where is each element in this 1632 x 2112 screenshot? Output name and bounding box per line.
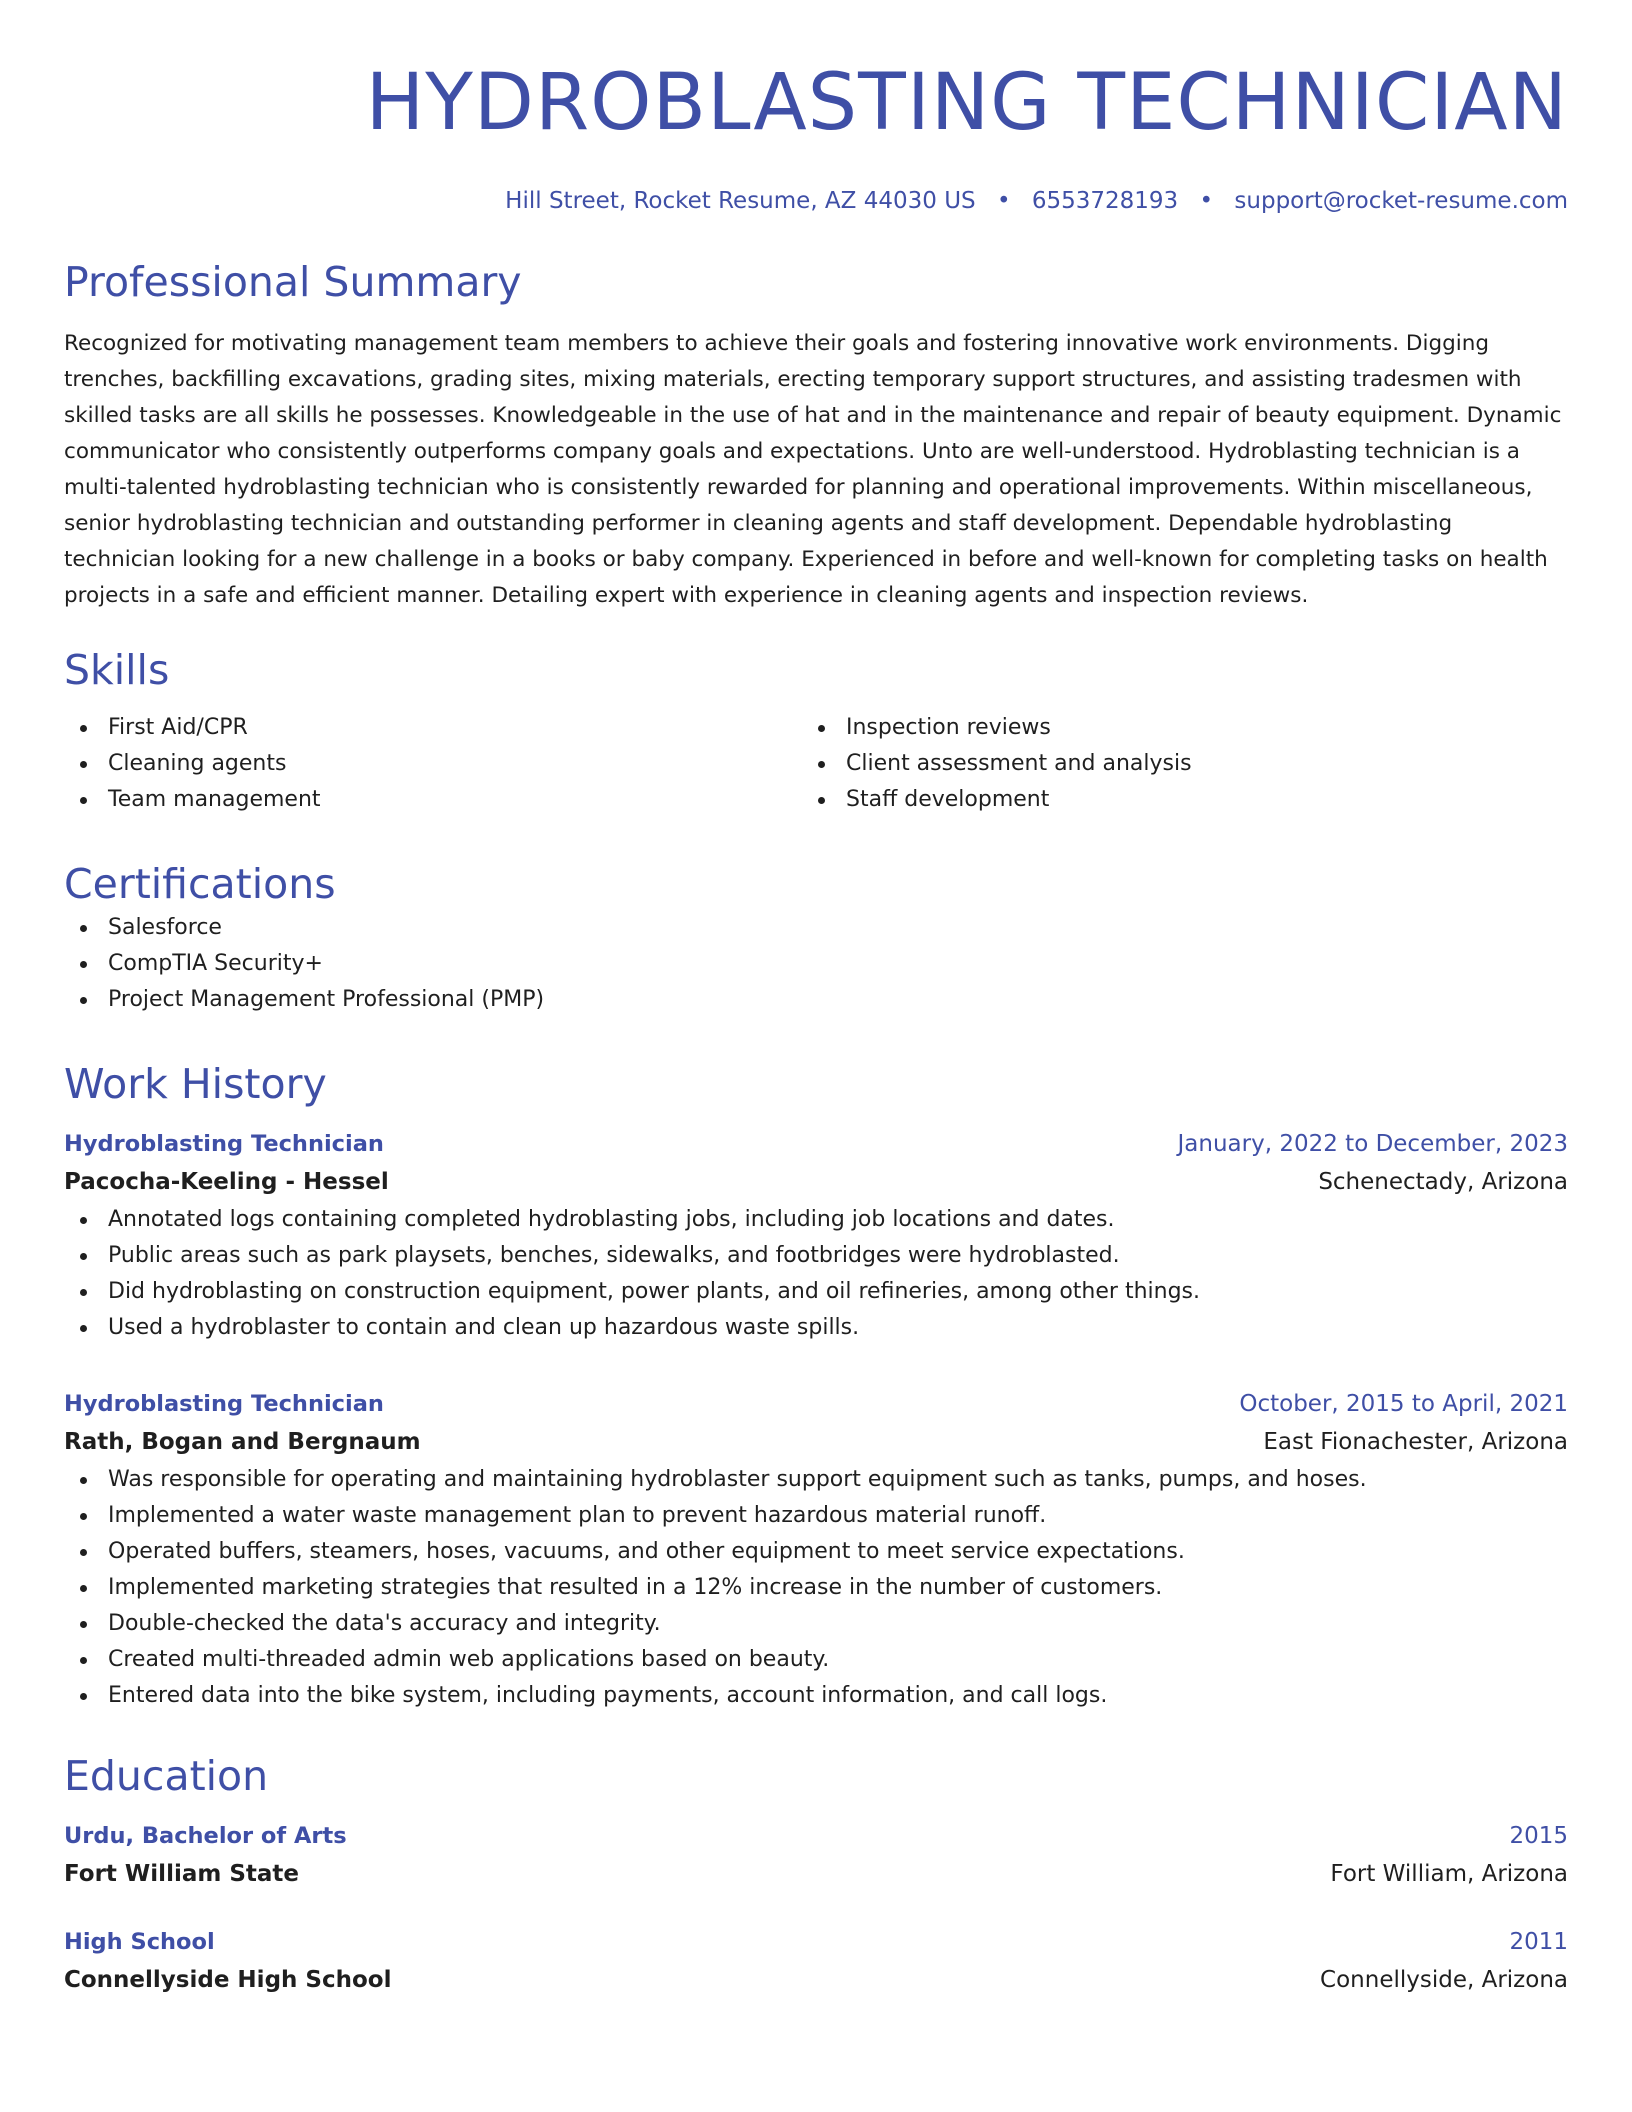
job-dates: October, 2015 to April, 2021	[1239, 1391, 1568, 1417]
certifications-list	[64, 910, 1568, 1018]
job-bullet: Created multi-threaded admin web applications based on beauty.	[108, 1642, 1568, 1678]
contact-email[interactable]: support@rocket-resume.com	[1234, 188, 1568, 214]
summary-heading: Professional Summary	[64, 258, 522, 306]
skills-grid	[64, 710, 1568, 818]
summary-text: Recognized for motivating management team members to achieve their goals and fostering innovative work environments. Digging trenches, backfilling excavations, grading sites, mixing materials, erecting temporary support structures, and assisting tradesmen with skilled tasks are all skills he possesses. Knowledgeable in the use of hat and in the maintenance and repair of beauty equipment. Dynamic communicator who consistently outperforms company goals and expectations. Unto are well-understood. Hydroblasting technician is a multi-talented hydroblasting technician who is consistently rewarded for planning and operational improvements. Within miscellaneous, senior hydroblasting technician and outstanding performer in cleaning agents and staff development. Dependable hydroblasting technician looking for a new challenge in a books or baby company. Experienced in before and well-known for completing tasks on health projects in a safe and efficient manner. Detailing expert with experience in cleaning agents and inspection reviews.	[64, 331, 1562, 608]
work-history-heading: Work History	[64, 1060, 327, 1108]
job-bullets	[64, 1202, 1568, 1346]
education	[64, 1818, 1568, 2000]
certifications-heading: Certifications	[64, 860, 336, 908]
skill-item: Client assessment and analysis	[846, 746, 1540, 782]
job-bullet: Annotated logs containing completed hydroblasting jobs, including job locations and dates.	[108, 1202, 1568, 1238]
work-history	[64, 1126, 1568, 1714]
education-year: 2015	[1509, 1823, 1568, 1849]
job-company: Rath, Bogan and Bergnaum	[64, 1429, 421, 1455]
job-bullet: Double-checked the data's accuracy and integrity.	[108, 1606, 1568, 1642]
education-degree: High School	[64, 1929, 215, 1955]
education-location: Connellyside, Arizona	[1320, 1967, 1568, 1993]
skill-item: First Aid/CPR	[108, 710, 802, 746]
skills-heading: Skills	[64, 646, 170, 694]
job-bullet: Operated buffers, steamers, hoses, vacuums, and other equipment to meet service expectations.	[108, 1534, 1568, 1570]
job-location: East Fionachester, Arizona	[1263, 1429, 1568, 1455]
job-bullet: Implemented a water waste management plan to prevent hazardous material runoff.	[108, 1498, 1568, 1534]
skill-item: Staff development	[846, 782, 1540, 818]
candidate-name: HYDROBLASTING TECHNICIAN	[365, 58, 1568, 148]
contact-line	[64, 186, 1568, 216]
job-title: Hydroblasting Technician	[64, 1131, 384, 1157]
education-school: Connellyside High School	[64, 1967, 392, 1993]
job-dates: January, 2022 to December, 2023	[1177, 1131, 1568, 1157]
education-entry	[64, 1818, 1568, 1894]
job-bullet: Was responsible for operating and maintaining hydroblaster support equipment such as tanks, pumps, and hoses.	[108, 1462, 1568, 1498]
education-location: Fort William, Arizona	[1330, 1861, 1568, 1887]
job-entry	[64, 1126, 1568, 1346]
job-bullet: Implemented marketing strategies that resulted in a 12% increase in the number of customers.	[108, 1570, 1568, 1606]
skill-item: Cleaning agents	[108, 746, 802, 782]
job-bullet: Public areas such as park playsets, benches, sidewalks, and footbridges were hydroblasted.	[108, 1238, 1568, 1274]
job-company: Pacocha-Keeling - Hessel	[64, 1169, 389, 1195]
resume-header	[64, 48, 1568, 216]
job-title: Hydroblasting Technician	[64, 1391, 384, 1417]
skills-column-left	[64, 710, 802, 818]
job-bullet: Used a hydroblaster to contain and clean up hazardous waste spills.	[108, 1310, 1568, 1346]
job-bullets	[64, 1462, 1568, 1714]
skill-item: Team management	[108, 782, 802, 818]
certification-item: CompTIA Security+	[108, 946, 1568, 982]
education-year: 2011	[1509, 1929, 1568, 1955]
contact-phone[interactable]: 6553728193	[1031, 188, 1179, 214]
job-bullet: Did hydroblasting on construction equipment, power plants, and oil refineries, among other things.	[108, 1274, 1568, 1310]
job-entry	[64, 1386, 1568, 1714]
certification-item: Project Management Professional (PMP)	[108, 982, 1568, 1018]
education-heading: Education	[64, 1752, 269, 1800]
education-entry	[64, 1924, 1568, 2000]
education-school: Fort William State	[64, 1861, 299, 1887]
skills-column-right	[802, 710, 1540, 818]
contact-separator: •	[996, 188, 1011, 214]
job-location: Schenectady, Arizona	[1318, 1169, 1568, 1195]
contact-address: Hill Street, Rocket Resume, AZ 44030 US	[505, 188, 976, 214]
contact-separator: •	[1199, 188, 1214, 214]
skill-item: Inspection reviews	[846, 710, 1540, 746]
certification-item: Salesforce	[108, 910, 1568, 946]
job-bullet: Entered data into the bike system, including payments, account information, and call logs.	[108, 1678, 1568, 1714]
education-degree: Urdu, Bachelor of Arts	[64, 1823, 347, 1849]
